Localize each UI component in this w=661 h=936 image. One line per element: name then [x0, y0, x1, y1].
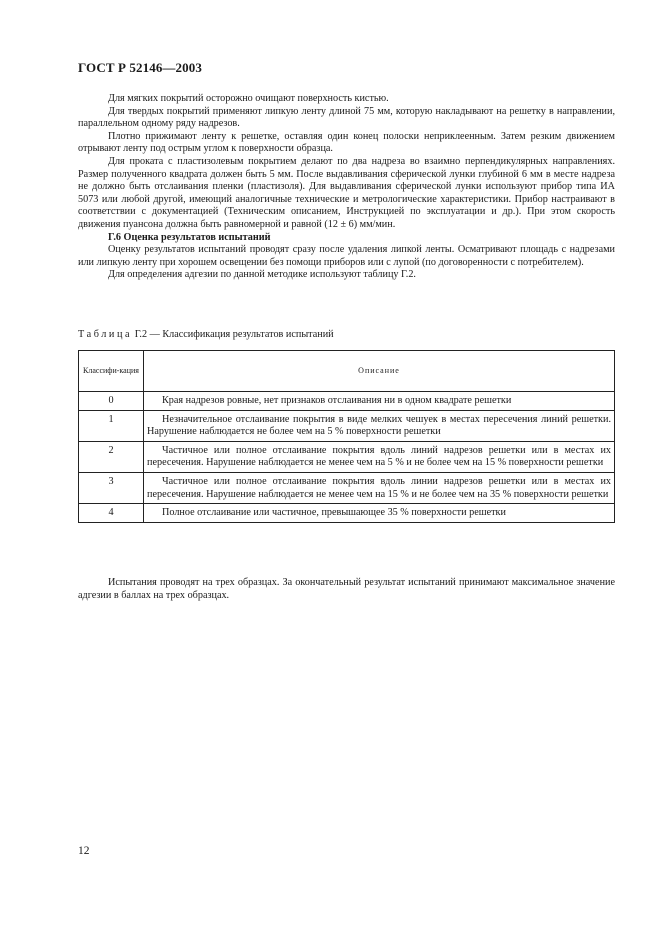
- table-caption-label: Таблица: [78, 329, 133, 340]
- table-caption: [78, 329, 334, 340]
- paragraph: Оценку результатов испытаний проводят сразу после удаления липкой ленты. Осматривают площадь с надрезами или липкую ленту при хорошем освещении без помощи приборов или с лупой (по договоренности с потребителем).: [78, 244, 615, 268]
- page-number: 12: [78, 845, 90, 857]
- class-description: Частичное или полное отслаивание покрытия вдоль линии надрезов решетки или в местах их пересечения. Нарушение наблюдается не менее чем на 15 % и не более чем на 35 % поверхности решетки: [144, 472, 615, 503]
- table-row: [79, 441, 615, 472]
- column-header-description: Описание: [144, 351, 615, 392]
- class-description: Частичное или полное отслаивание покрытия вдоль линий надрезов решетки или в местах их пересечения. Нарушение наблюдается не менее чем на 5 % и не более чем на 15 % поверхности решетки: [144, 441, 615, 472]
- class-code: 2: [79, 441, 144, 472]
- class-code: 3: [79, 472, 144, 503]
- paragraph: Плотно прижимают ленту к решетке, оставляя один конец полоски неприклеенным. Затем резким движением отрывают ленту под острым углом к поверхности образца.: [78, 130, 615, 155]
- table-row: [79, 504, 615, 523]
- column-header-classification: Классифи-кация: [79, 351, 144, 392]
- body-text: [78, 93, 615, 282]
- final-text: [78, 577, 615, 602]
- paragraph: Испытания проводят на трех образцах. За окончательный результат испытаний принимают максимальное значение адгезии в баллах на трех образцах.: [78, 577, 615, 601]
- class-description: Полное отслаивание или частичное, превышающее 35 % поверхности решетки: [144, 504, 615, 523]
- table-row: [79, 392, 615, 411]
- table-row: [79, 472, 615, 503]
- paragraph: Для мягких покрытий осторожно очищают поверхность кистью.: [108, 93, 389, 104]
- class-code: 4: [79, 504, 144, 523]
- table-row: [79, 410, 615, 441]
- section-heading: Г.6 Оценка результатов испытаний: [108, 231, 271, 243]
- document-header: ГОСТ Р 52146—2003: [78, 60, 202, 75]
- paragraph: Для определения адгезии по данной методике используют таблицу Г.2.: [108, 269, 416, 281]
- class-code: 0: [79, 392, 144, 411]
- table-caption-text: Г.2 — Классификация результатов испытаний: [134, 329, 334, 340]
- classification-table: [78, 350, 615, 523]
- table-header-row: [79, 351, 615, 392]
- class-description: Незначительное отслаивание покрытия в виде мелких чешуек в местах пересечения линий решетки. Нарушение наблюдается не более чем на 5 % поверхности решетки: [144, 410, 615, 441]
- paragraph: Для проката с пластизолевым покрытием делают по два надреза во взаимно перпендикулярных направлениях. Размер полученного квадрата должен быть 5 мм. После выдавливания сферической лунки глубиной 6 мм в месте надреза не должно быть отслаивания пленки (пластизоля). Для выдавливания сферической лунки используют прибор типа ИА 5073 или любой другой, имеющий аналогичные технические и метрологические характеристики. Прибор настраивают в соответствии с документацией (Техническим описанием, Инструкцией по эксплуатации и др.). При этом скорость движения пуансона должна быть равномерной и равной (12 ± 6) мм/мин.: [78, 155, 615, 230]
- paragraph: Для твердых покрытий применяют липкую ленту длиной 75 мм, которую накладывают на решетку в направлении, параллельном одному ряду надрезов.: [78, 105, 615, 130]
- class-description: Края надрезов ровные, нет признаков отслаивания ни в одном квадрате решетки: [144, 392, 615, 411]
- class-code: 1: [79, 410, 144, 441]
